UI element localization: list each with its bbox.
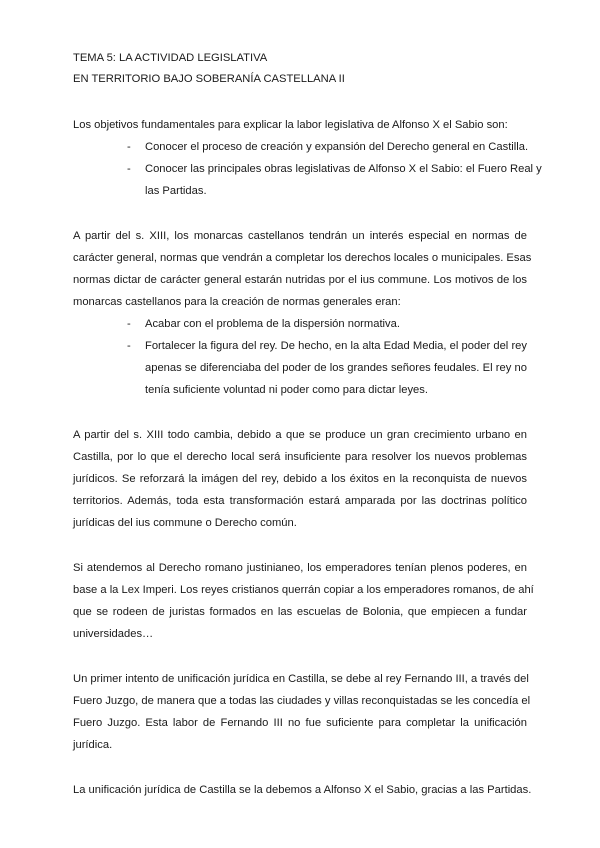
para1-line-2: carácter general, normas que vendrán a completar los derechos locales o municipales. Esas xyxy=(73,252,532,264)
para3-line-1: Si atendemos al Derecho romano justinianeo, los emperadores tenían plenos poderes, en xyxy=(73,562,527,574)
para3-line-3: que se rodeen de juristas formados en las escuelas de Bolonia, que empiecen a fundar xyxy=(73,606,527,618)
bullet-dash: - xyxy=(127,340,131,352)
para4-line-1: Un primer intento de unificación jurídica en Castilla, se debe al rey Fernando III, a través del xyxy=(73,673,529,685)
para4-line-2: Fuero Juzgo, de manera que a todas las ciudades y villas reconquistadas se les concedía el xyxy=(73,695,531,707)
para2-line-4: territorios. Además, toda esta transformación estará amparada por las doctrinas político xyxy=(73,495,527,507)
para4-line-3: Fuero Juzgo. Esta labor de Fernando III no fue suficiente para completar la unificación xyxy=(73,717,527,729)
para1-line-4: monarcas castellanos para la creación de normas generales eran: xyxy=(73,296,401,308)
bullet-dash: - xyxy=(127,318,131,330)
para3-line-2: base a la Lex Imperi. Los reyes cristianos querrán copiar a los emperadores romanos, de ahí xyxy=(73,584,534,596)
intro-text: Los objetivos fundamentales para explicar la labor legislativa de Alfonso X el Sabio son: xyxy=(73,119,508,131)
para5-line-1: La unificación jurídica de Castilla se la debemos a Alfonso X el Sabio, gracias a las Partidas. xyxy=(73,784,532,796)
title-line-2: EN TERRITORIO BAJO SOBERANÍA CASTELLANA II xyxy=(73,73,345,85)
para3-line-4: universidades… xyxy=(73,628,154,640)
motive-2-line-2: apenas se diferenciaba del poder de los grandes señores feudales. El rey no xyxy=(145,362,527,374)
para1-line-3: normas dictar de carácter general estarán nutridas por el ius commune. Los motivos de los xyxy=(73,274,527,286)
para2-line-3: jurídicos. Se reforzará la imágen del rey, debido a los éxitos en la reconquista de nuevos xyxy=(73,473,527,485)
objective-2-line-2: las Partidas. xyxy=(145,185,207,197)
title-line-1: TEMA 5: LA ACTIVIDAD LEGISLATIVA xyxy=(73,52,268,64)
para2-line-2: Castilla, por lo que el derecho local será insuficiente para resolver los nuevos problemas xyxy=(73,451,527,463)
objective-2-line-1: Conocer las principales obras legislativas de Alfonso X el Sabio: el Fuero Real y xyxy=(145,163,542,175)
para2-line-1: A partir del s. XIII todo cambia, debido a que se produce un gran crecimiento urbano en xyxy=(73,429,527,441)
motive-1: Acabar con el problema de la dispersión normativa. xyxy=(145,318,400,330)
bullet-dash: - xyxy=(127,163,131,175)
objective-1: Conocer el proceso de creación y expansión del Derecho general en Castilla. xyxy=(145,141,529,153)
para1-line-1: A partir del s. XIII, los monarcas castellanos tendrán un interés especial en normas de xyxy=(73,230,527,242)
para2-line-5: jurídicas del ius commune o Derecho común. xyxy=(73,517,297,529)
motive-2-line-1: Fortalecer la figura del rey. De hecho, en la alta Edad Media, el poder del rey xyxy=(145,340,527,352)
motive-2-line-3: tenía suficiente voluntad ni poder como para dictar leyes. xyxy=(145,384,428,396)
bullet-dash: - xyxy=(127,141,131,153)
para4-line-4: jurídica. xyxy=(73,739,113,751)
